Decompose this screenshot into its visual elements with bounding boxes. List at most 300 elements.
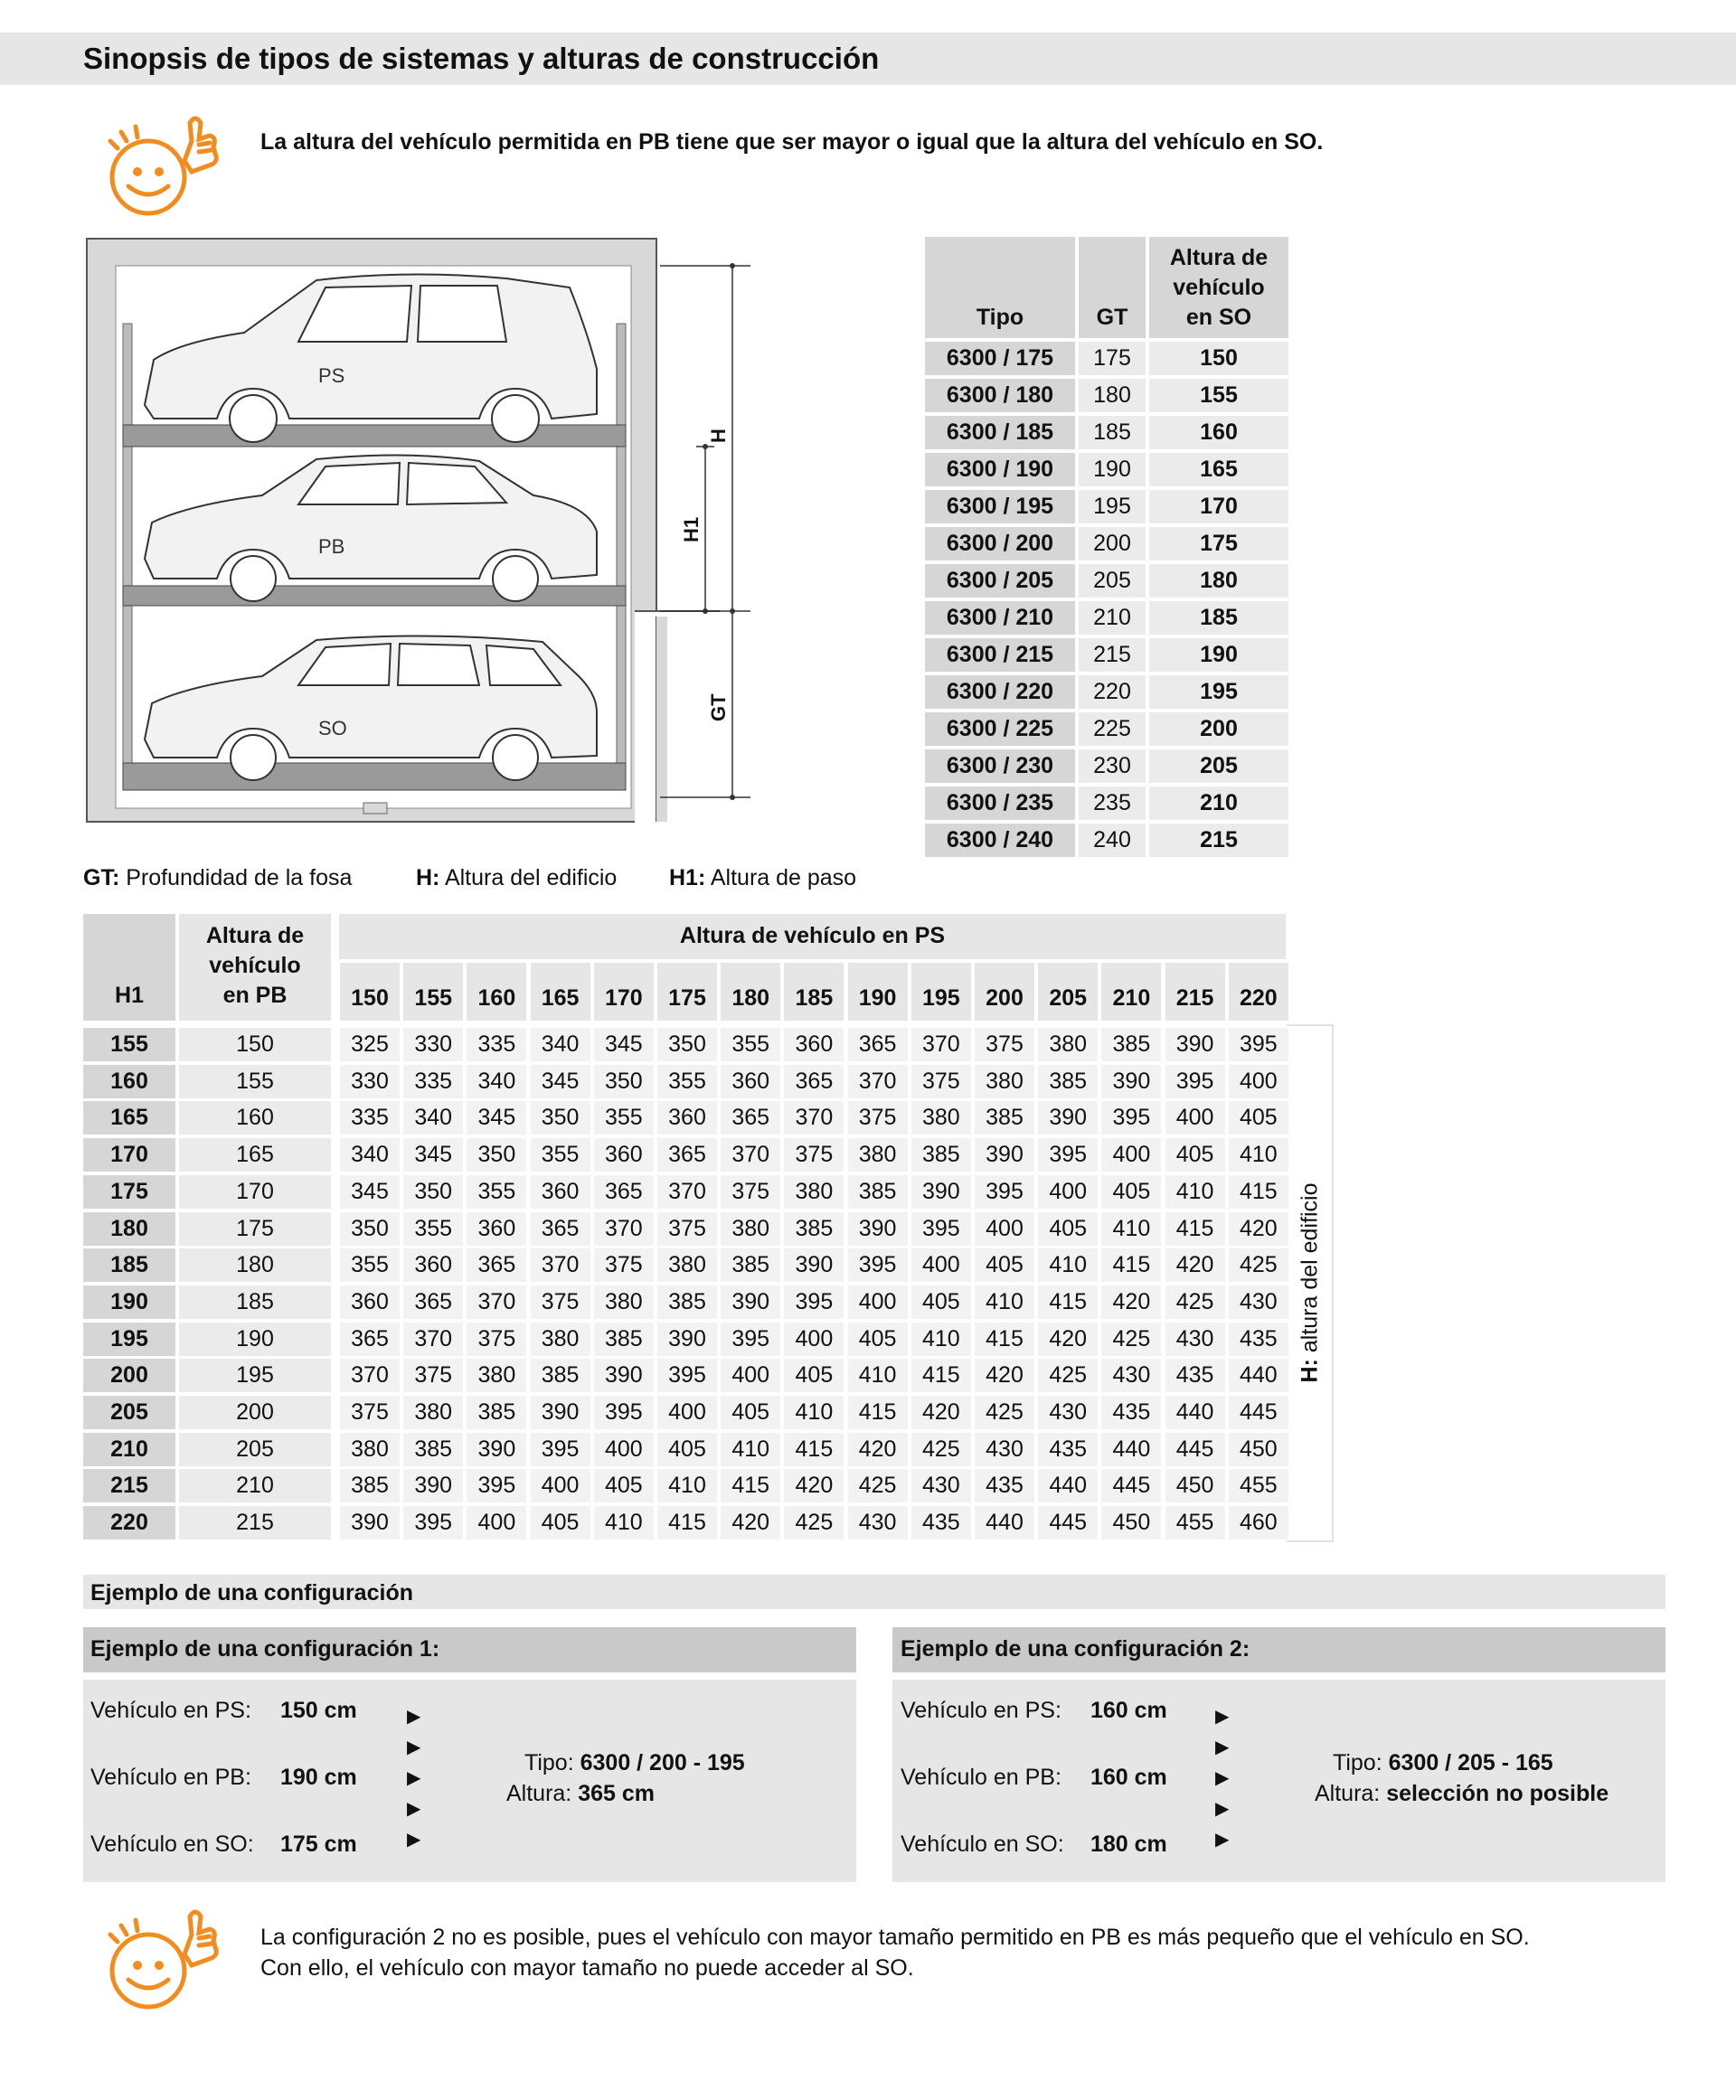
parking-system-diagram	[81, 233, 769, 830]
pb-cell: 215	[179, 1506, 331, 1540]
building-height-cell: 360	[784, 1028, 844, 1061]
ps-column-header: 195	[911, 963, 971, 1021]
so-height-cell: 210	[1149, 786, 1288, 820]
building-height-cell: 360	[467, 1212, 526, 1246]
building-height-cell: 360	[721, 1065, 780, 1098]
note-bottom-line-1: La configuración 2 no es posible, pues el vehículo con mayor tamaño permitido en PB es más pequeño que el vehículo en SO.	[260, 1925, 1530, 1950]
type-cell: 6300 / 175	[925, 342, 1075, 375]
building-height-cell: 445	[1165, 1433, 1225, 1466]
type-cell: 6300 / 215	[925, 638, 1075, 672]
config2-ps: Vehículo en PS:	[901, 1698, 1061, 1723]
building-height-cell: 355	[594, 1101, 654, 1135]
building-height-cell: 405	[911, 1285, 971, 1319]
building-height-cell: 375	[340, 1396, 400, 1429]
building-height-cell: 385	[594, 1323, 654, 1356]
ps-column-header: 185	[784, 963, 844, 1021]
dim-label-gt: GT	[707, 693, 730, 721]
building-height-cell: 370	[657, 1175, 717, 1209]
building-height-cell: 420	[1101, 1285, 1161, 1319]
gt-cell: 240	[1079, 824, 1146, 857]
h1-cell: 210	[83, 1433, 175, 1466]
building-height-cell: 415	[1101, 1248, 1161, 1282]
config2-tipo: Tipo: 6300 / 205 - 165	[1333, 1750, 1553, 1775]
so-height-cell: 180	[1149, 564, 1288, 598]
so-height-cell: 160	[1149, 416, 1288, 449]
h1-cell: 200	[83, 1359, 175, 1392]
building-height-cell: 350	[340, 1212, 400, 1246]
so-height-cell: 195	[1149, 675, 1288, 709]
building-height-cell: 405	[1101, 1175, 1161, 1209]
building-height-cell: 415	[721, 1469, 780, 1502]
config2-ps-value: 160 cm	[1090, 1698, 1167, 1723]
building-height-cell: 375	[594, 1248, 654, 1282]
building-height-cell: 365	[784, 1065, 844, 1098]
page-title: Sinopsis de tipos de sistemas y alturas de construcción	[83, 42, 880, 75]
building-height-cell: 385	[1101, 1028, 1161, 1061]
legend-gt: GT: Profundidad de la fosa	[83, 865, 353, 890]
building-height-cell: 400	[848, 1285, 908, 1319]
type-table-row	[925, 379, 1288, 412]
building-height-cell: 395	[1101, 1101, 1161, 1135]
ps-column-header: 210	[1101, 963, 1161, 1021]
building-height-cell: 410	[848, 1359, 908, 1392]
building-height-cell: 390	[657, 1323, 717, 1356]
building-height-cell: 350	[467, 1138, 526, 1172]
building-height-cell: 405	[721, 1396, 780, 1429]
building-height-cell: 410	[975, 1285, 1034, 1319]
note-bottom-line-2: Con ello, el vehículo con mayor tamaño no puede acceder al SO.	[260, 1955, 914, 1981]
building-height-cell: 380	[340, 1433, 400, 1466]
building-height-cell: 410	[911, 1323, 971, 1356]
building-height-cell: 385	[911, 1138, 971, 1172]
ps-column-header: 180	[721, 963, 780, 1021]
building-height-cell: 420	[721, 1506, 780, 1540]
building-height-cell: 425	[1101, 1323, 1161, 1356]
building-height-cell: 395	[784, 1285, 844, 1319]
type-table-row	[925, 527, 1288, 560]
pb-cell: 200	[179, 1396, 331, 1429]
building-height-cell: 410	[784, 1396, 844, 1429]
building-height-cell: 400	[784, 1323, 844, 1356]
building-height-cell: 365	[531, 1212, 590, 1246]
h1-cell: 195	[83, 1323, 175, 1356]
type-cell: 6300 / 235	[925, 786, 1075, 820]
building-height-cell: 395	[657, 1359, 717, 1392]
building-height-cell: 435	[1038, 1433, 1098, 1466]
type-cell: 6300 / 205	[925, 564, 1075, 598]
building-height-cell: 350	[403, 1175, 463, 1209]
arrow-right-icon: ▶	[407, 1799, 421, 1819]
ps-column-header: 215	[1165, 963, 1225, 1021]
building-height-cell: 330	[403, 1028, 463, 1061]
arrow-right-icon: ▶	[407, 1768, 421, 1788]
building-height-cell: 340	[531, 1028, 590, 1061]
type-cell: 6300 / 195	[925, 490, 1075, 523]
building-height-cell: 375	[848, 1101, 908, 1135]
config1-tipo: Tipo: 6300 / 200 - 195	[524, 1750, 745, 1775]
config2-so: Vehículo en SO:	[901, 1832, 1064, 1857]
ps-column-header: 165	[531, 963, 590, 1021]
building-height-cell: 385	[340, 1469, 400, 1502]
building-height-cell: 365	[657, 1138, 717, 1172]
so-height-cell: 190	[1149, 638, 1288, 672]
building-height-cell: 440	[1101, 1433, 1161, 1466]
building-height-cell: 410	[721, 1433, 780, 1466]
building-height-cell: 445	[1101, 1469, 1161, 1502]
config1-pb: Vehículo en PB:	[90, 1765, 251, 1790]
building-height-cell: 390	[911, 1175, 971, 1209]
building-height-cell: 405	[594, 1469, 654, 1502]
pb-cell: 185	[179, 1285, 331, 1319]
building-height-cell: 355	[467, 1175, 526, 1209]
building-height-cell: 385	[721, 1248, 780, 1282]
building-height-cell: 450	[1165, 1469, 1225, 1502]
building-height-cell: 450	[1101, 1506, 1161, 1540]
building-height-cell: 435	[911, 1506, 971, 1540]
building-height-cell: 385	[403, 1433, 463, 1466]
config1-so-value: 175 cm	[280, 1832, 357, 1857]
building-height-cell: 360	[403, 1248, 463, 1282]
arrow-right-icon: ▶	[407, 1830, 421, 1850]
ps-column-header: 200	[975, 963, 1034, 1021]
gt-cell: 230	[1079, 749, 1146, 783]
building-height-cell: 390	[721, 1285, 780, 1319]
building-height-cell: 340	[467, 1065, 526, 1098]
so-height-cell: 170	[1149, 490, 1288, 523]
type-cell: 6300 / 240	[925, 824, 1075, 857]
config1-ps: Vehículo en PS:	[90, 1698, 251, 1723]
building-height-cell: 420	[848, 1433, 908, 1466]
building-height-cell: 435	[1165, 1359, 1225, 1392]
so-height-cell: 155	[1149, 379, 1288, 412]
building-height-cell: 415	[784, 1433, 844, 1466]
example-title: Ejemplo de una configuración	[90, 1580, 413, 1606]
building-height-cell: 390	[1165, 1028, 1225, 1061]
type-table-row	[925, 638, 1288, 672]
config1-header-text: Ejemplo de una configuración 1:	[90, 1636, 440, 1662]
building-height-cell: 420	[1165, 1248, 1225, 1282]
building-height-cell: 360	[340, 1285, 400, 1319]
building-height-cell: 450	[1229, 1433, 1288, 1466]
building-height-cell: 440	[1038, 1469, 1098, 1502]
building-height-cell: 345	[467, 1101, 526, 1135]
building-height-cell: 405	[1229, 1101, 1288, 1135]
building-height-cell: 375	[403, 1359, 463, 1392]
pb-cell: 195	[179, 1359, 331, 1392]
building-height-cell: 415	[1165, 1212, 1225, 1246]
ps-column-header: 175	[657, 963, 717, 1021]
type-cell: 6300 / 180	[925, 379, 1075, 412]
config1-pb-value: 190 cm	[280, 1765, 357, 1790]
building-height-cell: 395	[848, 1248, 908, 1282]
building-height-cell: 385	[848, 1175, 908, 1209]
type-table-row	[925, 342, 1288, 375]
building-height-cell: 420	[1229, 1212, 1288, 1246]
building-height-cell: 380	[721, 1212, 780, 1246]
building-height-cell: 395	[1229, 1028, 1288, 1061]
car-label-ps: PS	[318, 364, 345, 387]
building-height-cell: 395	[594, 1396, 654, 1429]
pb-cell: 150	[179, 1028, 331, 1061]
type-cell: 6300 / 185	[925, 416, 1075, 449]
building-height-cell: 390	[594, 1359, 654, 1392]
building-height-cell: 375	[975, 1028, 1034, 1061]
building-height-cell: 410	[1229, 1138, 1288, 1172]
type-table-row	[925, 453, 1288, 486]
legend-h1: H1: Altura de paso	[669, 865, 857, 890]
building-height-cell: 440	[1165, 1396, 1225, 1429]
so-height-cell: 150	[1149, 342, 1288, 375]
building-height-cell: 370	[403, 1323, 463, 1356]
building-height-cell: 410	[1165, 1175, 1225, 1209]
type-table-header-gt: GT	[1079, 237, 1146, 338]
building-height-cell: 410	[594, 1506, 654, 1540]
type-table-row	[925, 786, 1288, 820]
config1-so: Vehículo en SO:	[90, 1832, 254, 1857]
building-height-cell: 380	[911, 1101, 971, 1135]
height-table-side-label: H: altura del edificio	[1297, 1182, 1323, 1383]
ps-column-header: 220	[1229, 963, 1288, 1021]
gt-cell: 175	[1079, 342, 1146, 375]
building-height-cell: 380	[1038, 1028, 1098, 1061]
building-height-cell: 375	[784, 1138, 844, 1172]
building-height-cell: 390	[340, 1506, 400, 1540]
dim-label-h: H	[707, 428, 730, 443]
building-height-cell: 355	[657, 1065, 717, 1098]
building-height-cell: 405	[1038, 1212, 1098, 1246]
building-height-cell: 410	[1101, 1212, 1161, 1246]
h1-cell: 170	[83, 1138, 175, 1172]
building-height-cell: 425	[784, 1506, 844, 1540]
building-height-cell: 440	[975, 1506, 1034, 1540]
building-height-cell: 360	[657, 1101, 717, 1135]
building-height-cell: 415	[911, 1359, 971, 1392]
arrow-right-icon: ▶	[407, 1737, 421, 1757]
building-height-cell: 380	[848, 1138, 908, 1172]
building-height-cell: 390	[784, 1248, 844, 1282]
building-height-cell: 390	[531, 1396, 590, 1429]
building-height-cell: 425	[848, 1469, 908, 1502]
building-height-cell: 395	[1165, 1065, 1225, 1098]
building-height-cell: 425	[1038, 1359, 1098, 1392]
building-height-cell: 355	[721, 1028, 780, 1061]
building-height-cell: 420	[1038, 1323, 1098, 1356]
building-height-cell: 385	[657, 1285, 717, 1319]
building-height-cell: 370	[784, 1101, 844, 1135]
smiley-pointing-icon	[101, 105, 228, 222]
note-top: La altura del vehículo permitida en PB tiene que ser mayor o igual que la altura del vehículo en SO.	[260, 129, 1324, 155]
gt-cell: 220	[1079, 675, 1146, 709]
building-height-cell: 370	[467, 1285, 526, 1319]
config1-altura: Altura: 365 cm	[506, 1781, 656, 1806]
gt-cell: 225	[1079, 712, 1146, 746]
building-height-cell: 425	[911, 1433, 971, 1466]
height-table-pb-header: Altura de vehículo en PB	[179, 914, 331, 1021]
building-height-cell: 430	[848, 1506, 908, 1540]
building-height-cell: 345	[594, 1028, 654, 1061]
building-height-cell: 410	[657, 1469, 717, 1502]
building-height-cell: 395	[403, 1506, 463, 1540]
so-height-cell: 200	[1149, 712, 1288, 746]
car-label-pb: PB	[318, 535, 345, 558]
legend-h: H: Altura del edificio	[416, 865, 618, 890]
building-height-cell: 435	[1101, 1396, 1161, 1429]
building-height-cell: 400	[594, 1433, 654, 1466]
building-height-cell: 355	[403, 1212, 463, 1246]
building-height-cell: 390	[848, 1212, 908, 1246]
so-height-cell: 185	[1149, 601, 1288, 635]
h1-cell: 165	[83, 1101, 175, 1135]
pb-cell: 175	[179, 1212, 331, 1246]
arrow-right-icon: ▶	[1215, 1737, 1230, 1757]
building-height-cell: 425	[1165, 1285, 1225, 1319]
type-table-header-tipo: Tipo	[925, 237, 1075, 338]
type-table-row	[925, 564, 1288, 598]
type-cell: 6300 / 225	[925, 712, 1075, 746]
type-table-header-so: Altura de vehículo en SO	[1149, 237, 1288, 338]
config2-altura: Altura: selección no posible	[1315, 1781, 1609, 1806]
building-height-cell: 395	[1038, 1138, 1098, 1172]
building-height-cell: 370	[340, 1359, 400, 1392]
building-height-cell: 445	[1229, 1396, 1288, 1429]
building-height-cell: 400	[531, 1469, 590, 1502]
building-height-cell: 335	[403, 1065, 463, 1098]
building-height-cell: 430	[1229, 1285, 1288, 1319]
ps-column-header: 205	[1038, 963, 1098, 1021]
type-table	[921, 233, 1292, 861]
building-height-cell: 435	[975, 1469, 1034, 1502]
h1-cell: 185	[83, 1248, 175, 1282]
pb-cell: 180	[179, 1248, 331, 1282]
building-height-cell: 380	[531, 1323, 590, 1356]
gt-cell: 200	[1079, 527, 1146, 560]
building-height-cell: 365	[848, 1028, 908, 1061]
building-height-cell: 350	[594, 1065, 654, 1098]
building-height-cell: 365	[403, 1285, 463, 1319]
so-height-cell: 175	[1149, 527, 1288, 560]
building-height-cell: 375	[467, 1323, 526, 1356]
building-height-cell: 385	[467, 1396, 526, 1429]
building-height-cell: 400	[467, 1506, 526, 1540]
type-table-row	[925, 490, 1288, 523]
building-height-cell: 395	[911, 1212, 971, 1246]
building-height-cell: 385	[975, 1101, 1034, 1135]
building-height-cell: 385	[531, 1359, 590, 1392]
config2-so-value: 180 cm	[1090, 1832, 1167, 1857]
gt-cell: 185	[1079, 416, 1146, 449]
smiley-pointing-icon	[101, 1898, 228, 2016]
building-height-cell: 345	[531, 1065, 590, 1098]
building-height-cell: 405	[1165, 1138, 1225, 1172]
pb-cell: 190	[179, 1323, 331, 1356]
arrow-right-icon: ▶	[1215, 1768, 1230, 1788]
building-height-cell: 415	[1229, 1175, 1288, 1209]
building-height-cell: 370	[531, 1248, 590, 1282]
building-height-cell: 370	[848, 1065, 908, 1098]
arrow-right-icon: ▶	[407, 1707, 421, 1727]
h1-cell: 190	[83, 1285, 175, 1319]
building-height-cell: 400	[911, 1248, 971, 1282]
ps-column-header: 155	[403, 963, 463, 1021]
building-height-cell: 425	[975, 1396, 1034, 1429]
building-height-cell: 405	[531, 1506, 590, 1540]
building-height-cell: 405	[975, 1248, 1034, 1282]
h1-cell: 155	[83, 1028, 175, 1061]
building-height-cell: 445	[1038, 1506, 1098, 1540]
building-height-cell: 430	[911, 1469, 971, 1502]
building-height-cell: 440	[1229, 1359, 1288, 1392]
car-label-so: SO	[318, 717, 347, 739]
pb-cell: 210	[179, 1469, 331, 1502]
building-height-cell: 385	[784, 1212, 844, 1246]
building-height-cell: 390	[1038, 1101, 1098, 1135]
building-height-cell: 410	[1038, 1248, 1098, 1282]
building-height-cell: 415	[848, 1396, 908, 1429]
building-height-cell: 430	[1101, 1359, 1161, 1392]
type-table-row	[925, 601, 1288, 635]
building-height-cell: 375	[911, 1065, 971, 1098]
building-height-cell: 405	[657, 1433, 717, 1466]
building-height-cell: 345	[340, 1175, 400, 1209]
building-height-cell: 365	[594, 1175, 654, 1209]
gt-cell: 210	[1079, 601, 1146, 635]
building-height-cell: 350	[531, 1101, 590, 1135]
building-height-cell: 435	[1229, 1323, 1288, 1356]
h1-cell: 215	[83, 1469, 175, 1502]
building-height-cell: 375	[657, 1212, 717, 1246]
building-height-cell: 425	[1229, 1248, 1288, 1282]
building-height-cell: 455	[1165, 1506, 1225, 1540]
gt-cell: 215	[1079, 638, 1146, 672]
building-height-cell: 430	[1038, 1396, 1098, 1429]
building-height-cell: 415	[1038, 1285, 1098, 1319]
building-height-cell: 325	[340, 1028, 400, 1061]
arrow-right-icon: ▶	[1215, 1830, 1230, 1850]
building-height-cell: 400	[1165, 1101, 1225, 1135]
gt-cell: 190	[1079, 453, 1146, 486]
building-height-cell: 420	[784, 1469, 844, 1502]
arrow-right-icon: ▶	[1215, 1799, 1230, 1819]
building-height-cell: 395	[531, 1433, 590, 1466]
building-height-cell: 400	[1229, 1065, 1288, 1098]
building-height-cell: 430	[975, 1433, 1034, 1466]
building-height-cell: 365	[721, 1101, 780, 1135]
ps-column-header: 190	[848, 963, 908, 1021]
building-height-cell: 405	[848, 1323, 908, 1356]
type-cell: 6300 / 230	[925, 749, 1075, 783]
h1-cell: 205	[83, 1396, 175, 1429]
building-height-cell: 380	[657, 1248, 717, 1282]
h1-cell: 175	[83, 1175, 175, 1209]
type-table-row	[925, 712, 1288, 746]
type-cell: 6300 / 210	[925, 601, 1075, 635]
building-height-cell: 395	[975, 1175, 1034, 1209]
building-height-cell: 375	[531, 1285, 590, 1319]
ps-column-header: 170	[594, 963, 654, 1021]
building-height-cell: 400	[721, 1359, 780, 1392]
pb-cell: 155	[179, 1065, 331, 1098]
building-height-cell: 380	[403, 1396, 463, 1429]
so-height-cell: 215	[1149, 824, 1288, 857]
type-table-row	[925, 824, 1288, 857]
type-cell: 6300 / 200	[925, 527, 1075, 560]
config1-ps-value: 150 cm	[280, 1698, 357, 1723]
type-table-row	[925, 675, 1288, 709]
building-height-cell: 400	[975, 1212, 1034, 1246]
building-height-cell: 400	[1038, 1175, 1098, 1209]
config2-header-text: Ejemplo de una configuración 2:	[901, 1636, 1250, 1662]
building-height-cell: 380	[467, 1359, 526, 1392]
